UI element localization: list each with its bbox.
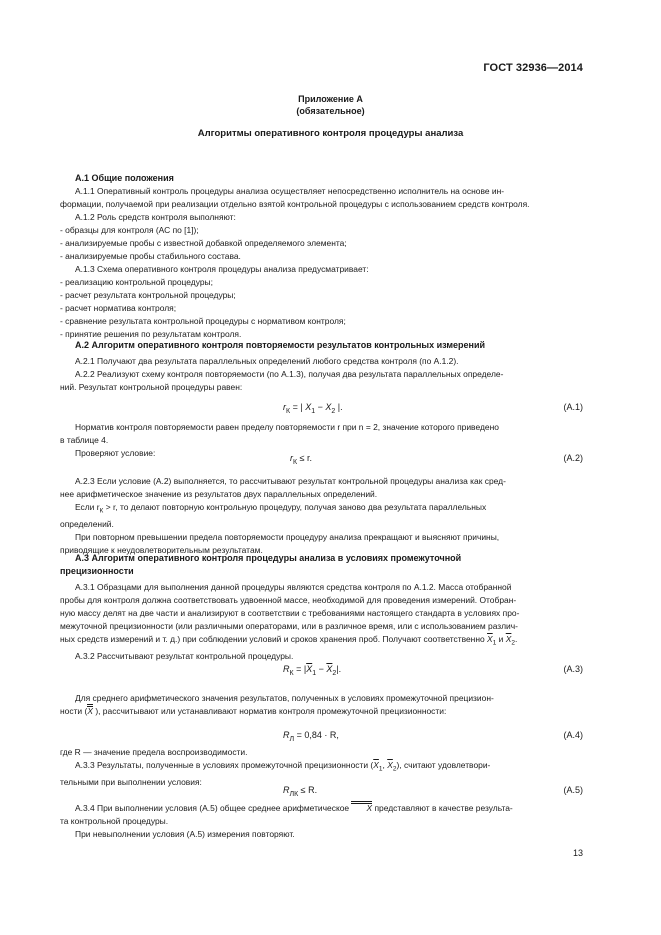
list-item: - анализируемые пробы стабильного состава.	[60, 251, 241, 261]
a3-heading: А.3 Алгоритм оперативного контроля процедуры анализа в условиях промежуточной	[75, 553, 462, 563]
section-a3-end	[60, 802, 584, 841]
a1-p3: А.1.3 Схема оперативного контроля процедуры анализа предусматривает:	[75, 264, 369, 274]
equation-a3: $R_К = |\overline{X}_1 - \overline{X}_2|$.	[283, 664, 342, 677]
page-number: 13	[572, 848, 583, 858]
a2-p7: При повторном превышении предела повторяемости процедуру анализа прекращают и выясняют причины,	[75, 531, 500, 542]
equation-a1-number: (А.1)	[563, 402, 583, 412]
a1-heading: А.1 Общие положения	[75, 173, 174, 183]
a3-p1e: ных средств измерений и т. д.) при соблюдении условий и сроков хранения проб. Получают соответственно $\overline{X}_1$ и $\overline{X}_2$.	[60, 634, 518, 647]
section-a2-tail	[60, 475, 584, 557]
list-item: - расчет результата контрольной процедуры;	[60, 290, 236, 300]
a1-p1b: формации, получаемой при реализации отдельно взятой контрольной процедуры с использованием средств контроля.	[60, 199, 530, 209]
a3-where: где R — значение предела воспроизводимости.	[60, 747, 248, 757]
a2-p1: А.2.1 Получают два результата параллельных определений любого средства контроля (по А.1.2).	[75, 356, 459, 366]
annex-title: Приложение А	[298, 94, 363, 104]
a2-p5: А.2.3 Если условие (А.2) выполняется, то рассчитывают результат контрольной процедуры анализа как сред-	[75, 476, 506, 486]
annex-heading: Алгоритмы оперативного контроля процедуры анализа	[197, 128, 464, 139]
section-a2	[60, 339, 584, 394]
a2-p6b: определений.	[60, 518, 114, 529]
list-item: - реализацию контрольной процедуры;	[60, 277, 213, 287]
section-a1	[60, 172, 584, 341]
a2-p7b: приводящие к неудовлетворительным результатам.	[60, 544, 263, 555]
equation-a2: $r_К \le r$.	[290, 453, 313, 466]
a2-p6: Если $r_К > r$, то делают повторную контрольную процедуру, получая заново два результата параллельных	[75, 502, 487, 515]
a2-p3b: в таблице 4.	[60, 435, 109, 445]
a1-p2: А.1.2 Роль средств контроля выполняют:	[75, 212, 236, 222]
a3-p4b: тельными при выполнении условия:	[60, 776, 202, 787]
a2-p4: Проверяют условие:	[75, 448, 156, 458]
list-item: - сравнение результата контрольной процедуры с нормативом контроля;	[60, 316, 346, 326]
a2-p2b: ний. Результат контрольной процедуры равен:	[60, 382, 243, 392]
a1-p1: А.1.1 Оперативный контроль процедуры анализа осуществляет непосредственно исполнитель на основе ин-	[75, 186, 505, 196]
section-a3-mid	[60, 692, 584, 718]
section-a3	[60, 552, 584, 663]
a3-p5: А.3.4 При выполнении условия (А.5) общее среднее арифметическое X представляют в качестве результа-	[75, 803, 513, 813]
standard-header: ГОСТ 32936—2014	[483, 62, 583, 74]
a3-p1b: пробы для контроля должна соответствовать удвоенной массе, необходимой для проведения измерений. Отобран-	[60, 595, 517, 605]
a3-p3: Для среднего арифметического значения результатов, полученных в условиях промежуточной прецизион-	[75, 693, 494, 703]
section-a2-cont	[60, 421, 584, 460]
equation-a3-number: (А.3)	[563, 664, 583, 674]
section-a3-tail	[60, 746, 584, 789]
list-item: - расчет норматива контроля;	[60, 303, 177, 313]
annex-status: (обязательное)	[296, 106, 365, 116]
a2-p2: А.2.2 Реализуют схему контроля повторяемости (по А.1.3), получая два результата параллельных определе-	[75, 369, 504, 379]
equation-a5-number: (А.5)	[563, 785, 583, 795]
a2-p3: Норматив контроля повторяемости равен пределу повторяемости r при n = 2, значение которого приведено	[75, 422, 499, 432]
equation-a2-number: (А.2)	[563, 453, 583, 463]
a3-p1d: межуточной прецизионности (или различными операторами, или в различное время, или с использованием различ-	[60, 621, 518, 631]
a3-p4: А.3.3 Результаты, полученные в условиях промежуточной прецизионности ($\overline{X}_1$, $\overline{X}_2$), считают удовлетвори-	[75, 760, 491, 773]
equation-a5: $R_{ЛК} \le R$.	[283, 785, 318, 798]
a3-p6: При невыполнении условия (А.5) измерения повторяют.	[75, 829, 295, 839]
equation-a1: $r_К$ = | $X_1 - X_2$ |.	[283, 402, 343, 415]
a2-heading: А.2 Алгоритм оперативного контроля повторяемости результатов контрольных измерений	[75, 340, 486, 350]
a3-heading-cont: прецизионности	[60, 566, 134, 576]
list-item: - образцы для контроля (АС по [1]);	[60, 225, 199, 235]
a3-p1: А.3.1 Образцами для выполнения данной процедуры являются средства контроля по А.1.2. Масса отобранной	[75, 582, 512, 592]
a3-p2: А.3.2 Рассчитывают результат контрольной процедуры.	[75, 650, 294, 661]
equation-a4-number: (А.4)	[563, 730, 583, 740]
list-item: - принятие решения по результатам контроля.	[60, 329, 242, 339]
a3-p1c: ную массу делят на две части и анализируют в соответствии с требованиями настоящего стандарта в условиях про-	[60, 608, 520, 618]
a2-p5b: нее арифметическое значение из результатов двух параллельных определений.	[60, 489, 378, 499]
a3-p5b: та контрольной процедуры.	[60, 816, 169, 826]
list-item: - анализируемые пробы с известной добавкой определяемого элемента;	[60, 238, 347, 248]
equation-a4: $R_Л = 0,84 \cdot R$,	[283, 730, 339, 743]
a3-p3b: ности (X ), рассчитывают или устанавливают норматив контроля промежуточной прецизионности:	[60, 706, 447, 716]
